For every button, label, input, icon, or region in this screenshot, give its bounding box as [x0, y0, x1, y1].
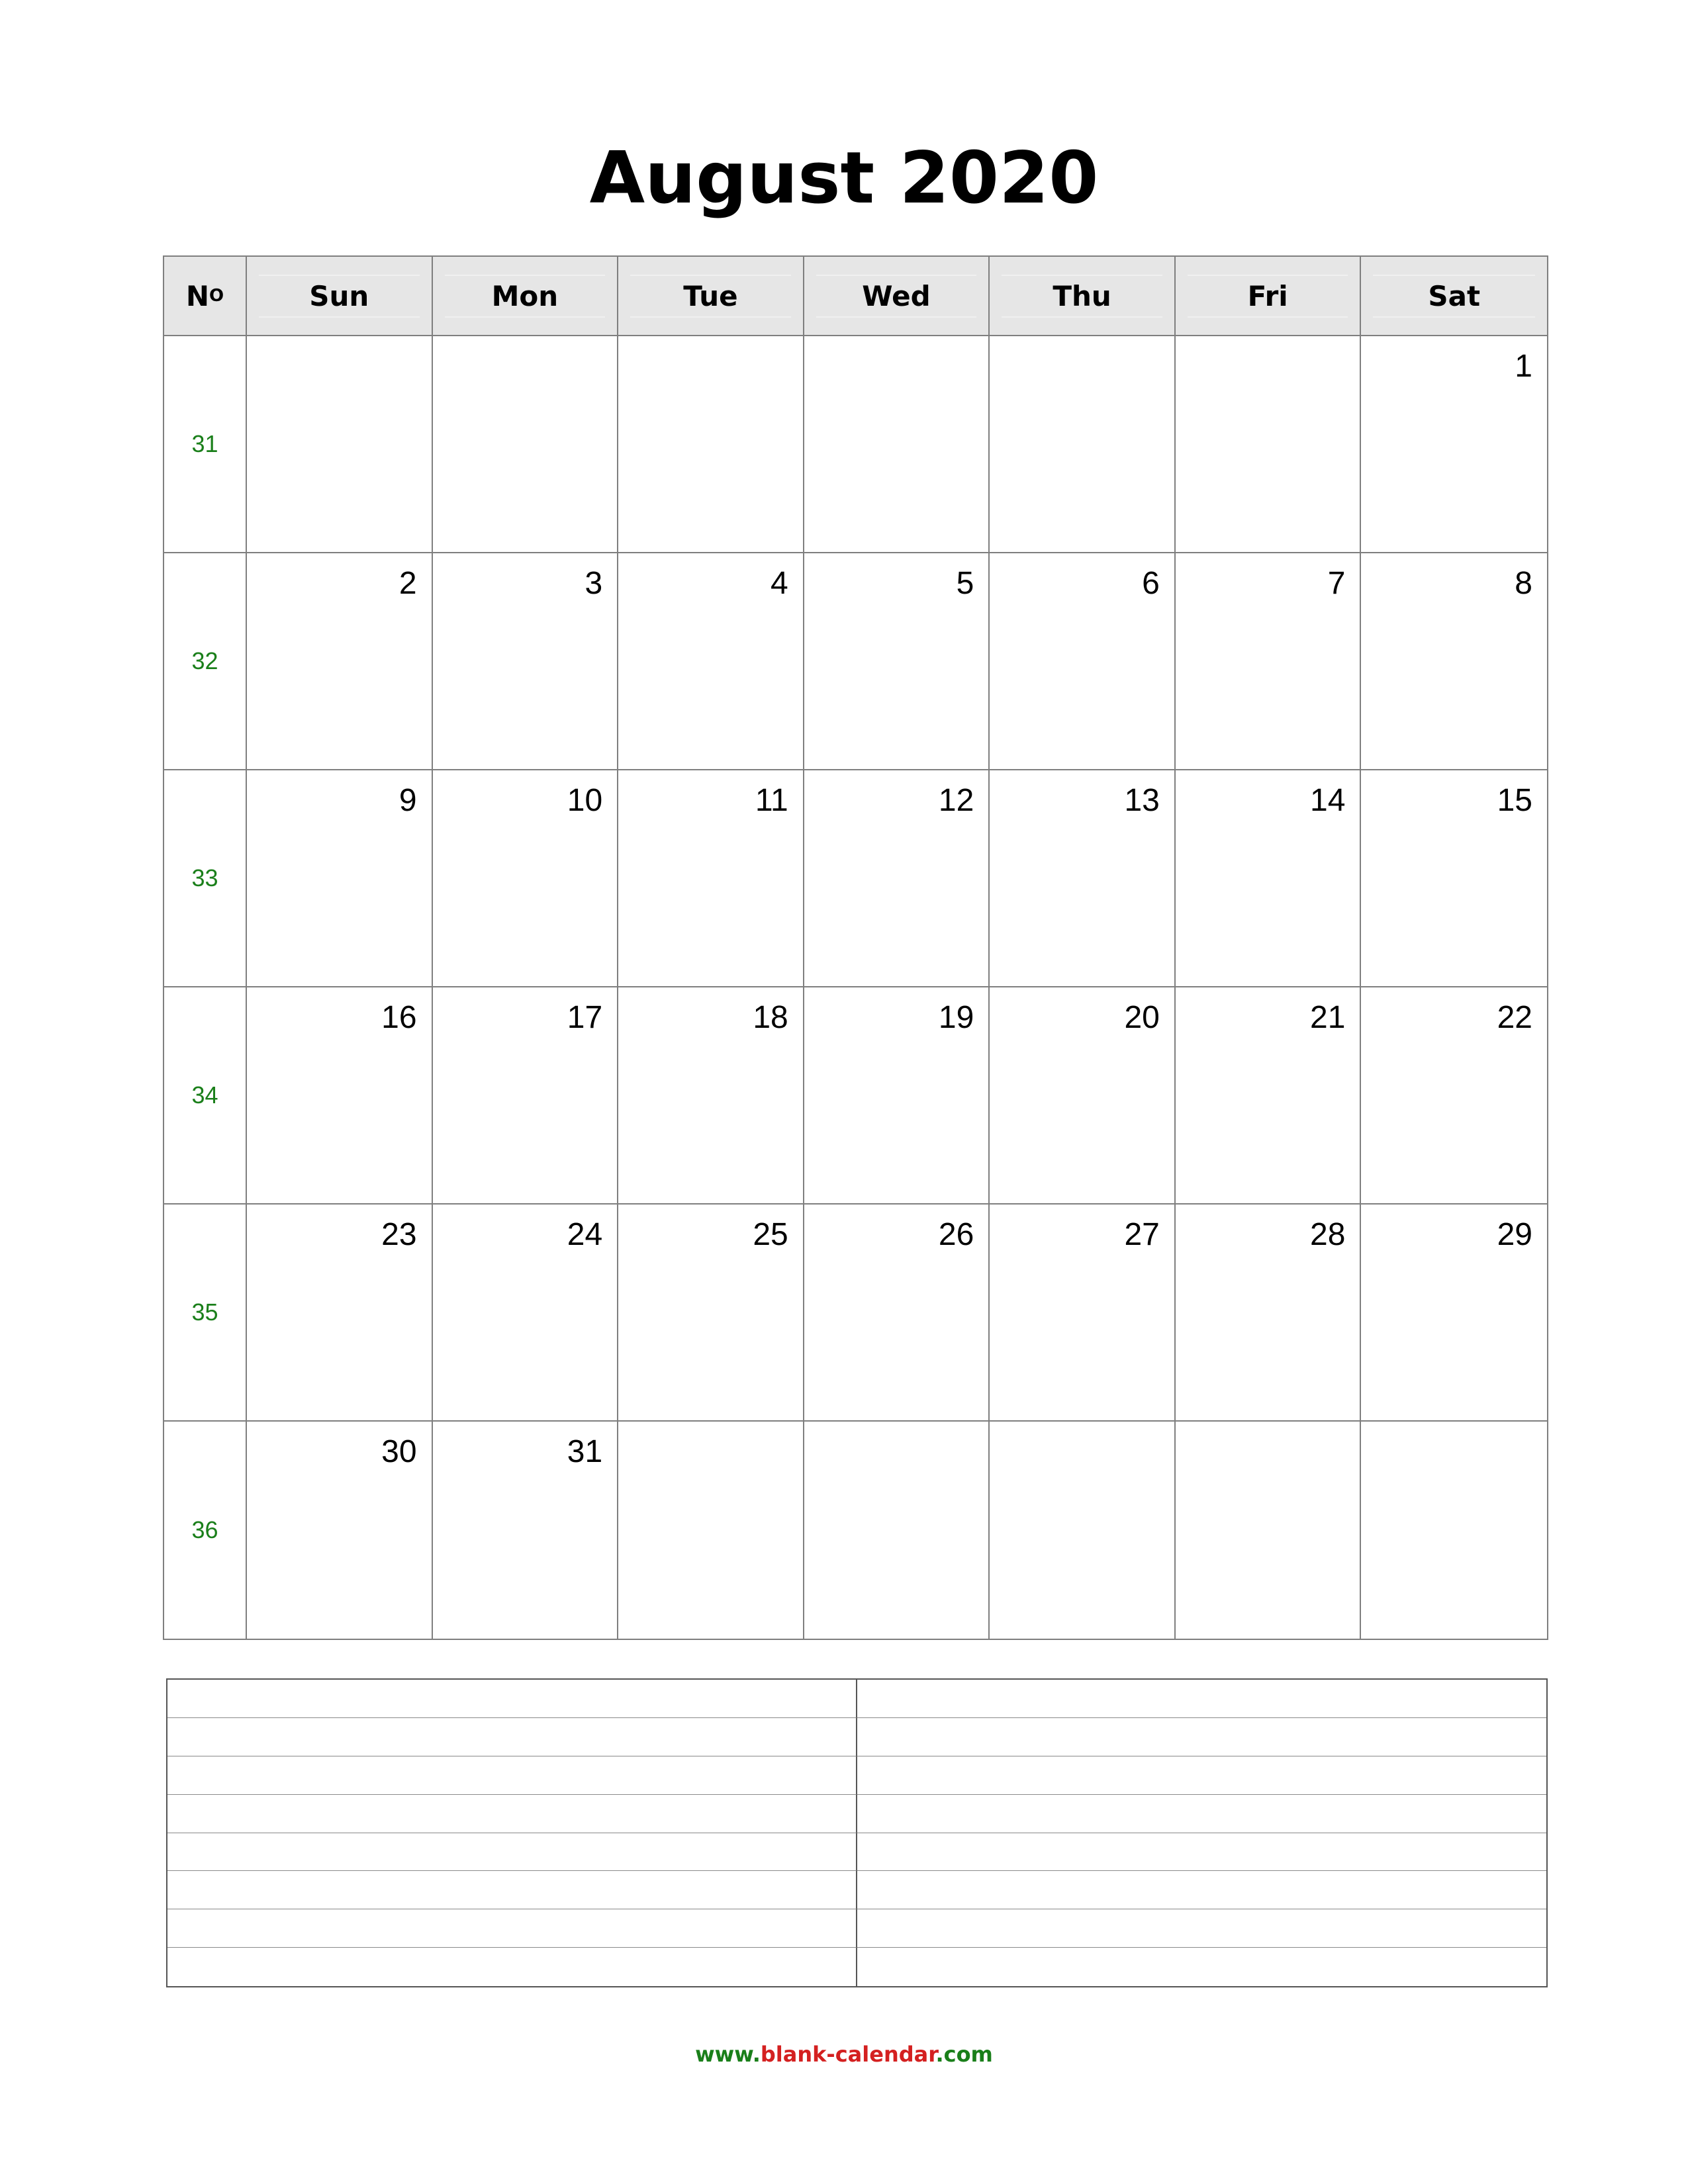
day-number: 24: [567, 1217, 603, 1252]
day-cell[interactable]: [990, 553, 1176, 770]
day-cell[interactable]: [1361, 553, 1547, 770]
day-cell[interactable]: [1361, 1422, 1547, 1639]
day-header-wed: Wed: [804, 257, 990, 336]
day-number: 16: [381, 1000, 417, 1035]
day-number: 10: [567, 783, 603, 818]
day-number: 19: [938, 1000, 974, 1035]
note-line[interactable]: [857, 1680, 1547, 1718]
day-number: 9: [399, 783, 417, 818]
week-number: 33: [164, 770, 247, 987]
day-cell[interactable]: [433, 1422, 619, 1639]
note-line[interactable]: [167, 1833, 857, 1872]
notes-table: [166, 1678, 1548, 1987]
day-cell[interactable]: [433, 336, 619, 553]
note-line[interactable]: [167, 1909, 857, 1948]
day-number: 7: [1327, 566, 1346, 601]
day-number: 6: [1142, 566, 1160, 601]
week-number-header: [164, 257, 247, 336]
day-number: 31: [567, 1434, 603, 1469]
day-cell[interactable]: [1361, 336, 1547, 553]
day-cell[interactable]: [990, 336, 1176, 553]
day-cell[interactable]: [804, 1422, 990, 1639]
day-cell[interactable]: [1176, 553, 1362, 770]
note-line[interactable]: [857, 1833, 1547, 1872]
day-cell[interactable]: [433, 770, 619, 987]
day-cell[interactable]: [1361, 770, 1547, 987]
day-cell[interactable]: [247, 770, 433, 987]
footer-suffix: .com: [935, 2042, 993, 2067]
note-line[interactable]: [167, 1718, 857, 1756]
note-line[interactable]: [857, 1756, 1547, 1795]
day-number: 1: [1515, 349, 1532, 384]
note-line[interactable]: [167, 1871, 857, 1909]
note-line[interactable]: [857, 1948, 1547, 1986]
footer-prefix: www.: [695, 2042, 761, 2067]
day-cell[interactable]: [618, 987, 804, 1205]
week-number-header-sup: O: [209, 286, 224, 306]
footer-brand: blank-calendar: [760, 2042, 936, 2067]
day-cell[interactable]: [618, 336, 804, 553]
day-cell[interactable]: [1176, 987, 1362, 1205]
note-line[interactable]: [857, 1909, 1547, 1948]
day-cell[interactable]: [247, 1205, 433, 1422]
day-header-thu: Thu: [990, 257, 1176, 336]
day-number: 29: [1497, 1217, 1532, 1252]
day-number: 13: [1124, 783, 1160, 818]
note-line[interactable]: [167, 1795, 857, 1833]
day-cell[interactable]: [618, 1205, 804, 1422]
week-number: 34: [164, 987, 247, 1205]
note-line[interactable]: [167, 1756, 857, 1795]
day-number: 22: [1497, 1000, 1532, 1035]
day-number: 21: [1310, 1000, 1346, 1035]
week-number: 36: [164, 1422, 247, 1639]
day-cell[interactable]: [1176, 1422, 1362, 1639]
day-header-sat: Sat: [1361, 257, 1547, 336]
week-number-header-label: N: [185, 279, 210, 312]
day-header-sun: Sun: [247, 257, 433, 336]
note-line[interactable]: [167, 1948, 857, 1986]
day-header-fri: Fri: [1176, 257, 1362, 336]
day-number: 14: [1310, 783, 1346, 818]
day-cell[interactable]: [804, 553, 990, 770]
day-cell[interactable]: [247, 553, 433, 770]
day-number: 27: [1124, 1217, 1160, 1252]
day-number: 30: [381, 1434, 417, 1469]
day-cell[interactable]: [433, 987, 619, 1205]
day-cell[interactable]: [618, 553, 804, 770]
day-number: 20: [1124, 1000, 1160, 1035]
day-number: 12: [938, 783, 974, 818]
day-cell[interactable]: [804, 336, 990, 553]
day-cell[interactable]: [990, 770, 1176, 987]
day-number: 25: [753, 1217, 788, 1252]
day-number: 18: [753, 1000, 788, 1035]
day-cell[interactable]: [804, 770, 990, 987]
day-number: 4: [771, 566, 788, 601]
day-header-tue: Tue: [618, 257, 804, 336]
note-line[interactable]: [857, 1718, 1547, 1756]
day-cell[interactable]: [1361, 987, 1547, 1205]
week-number: 32: [164, 553, 247, 770]
day-number: 23: [381, 1217, 417, 1252]
calendar-grid: [163, 255, 1548, 1640]
day-cell[interactable]: [990, 1205, 1176, 1422]
day-cell[interactable]: [1176, 1205, 1362, 1422]
week-number: 31: [164, 336, 247, 553]
note-line[interactable]: [167, 1680, 857, 1718]
day-number: 26: [938, 1217, 974, 1252]
day-number: 17: [567, 1000, 603, 1035]
day-cell[interactable]: [1361, 1205, 1547, 1422]
day-header-mon: Mon: [433, 257, 619, 336]
website-footer-link[interactable]: [0, 2042, 1688, 2067]
day-number: 3: [585, 566, 603, 601]
day-cell[interactable]: [433, 1205, 619, 1422]
day-cell[interactable]: [990, 1422, 1176, 1639]
day-cell[interactable]: [1176, 336, 1362, 553]
day-number: 11: [755, 783, 788, 818]
day-cell[interactable]: [804, 987, 990, 1205]
day-cell[interactable]: [1176, 770, 1362, 987]
day-number: 28: [1310, 1217, 1346, 1252]
day-number: 5: [956, 566, 974, 601]
note-line[interactable]: [857, 1795, 1547, 1833]
day-cell[interactable]: [618, 1422, 804, 1639]
calendar-title: August 2020: [589, 137, 1099, 220]
day-number: 8: [1515, 566, 1532, 601]
day-cell[interactable]: [804, 1205, 990, 1422]
day-cell[interactable]: [247, 987, 433, 1205]
day-number: 15: [1497, 783, 1532, 818]
note-line[interactable]: [857, 1871, 1547, 1909]
day-cell[interactable]: [433, 553, 619, 770]
day-cell[interactable]: [990, 987, 1176, 1205]
day-cell[interactable]: [618, 770, 804, 987]
day-cell[interactable]: [247, 336, 433, 553]
day-number: 2: [399, 566, 417, 601]
week-number: 35: [164, 1205, 247, 1422]
day-cell[interactable]: [247, 1422, 433, 1639]
